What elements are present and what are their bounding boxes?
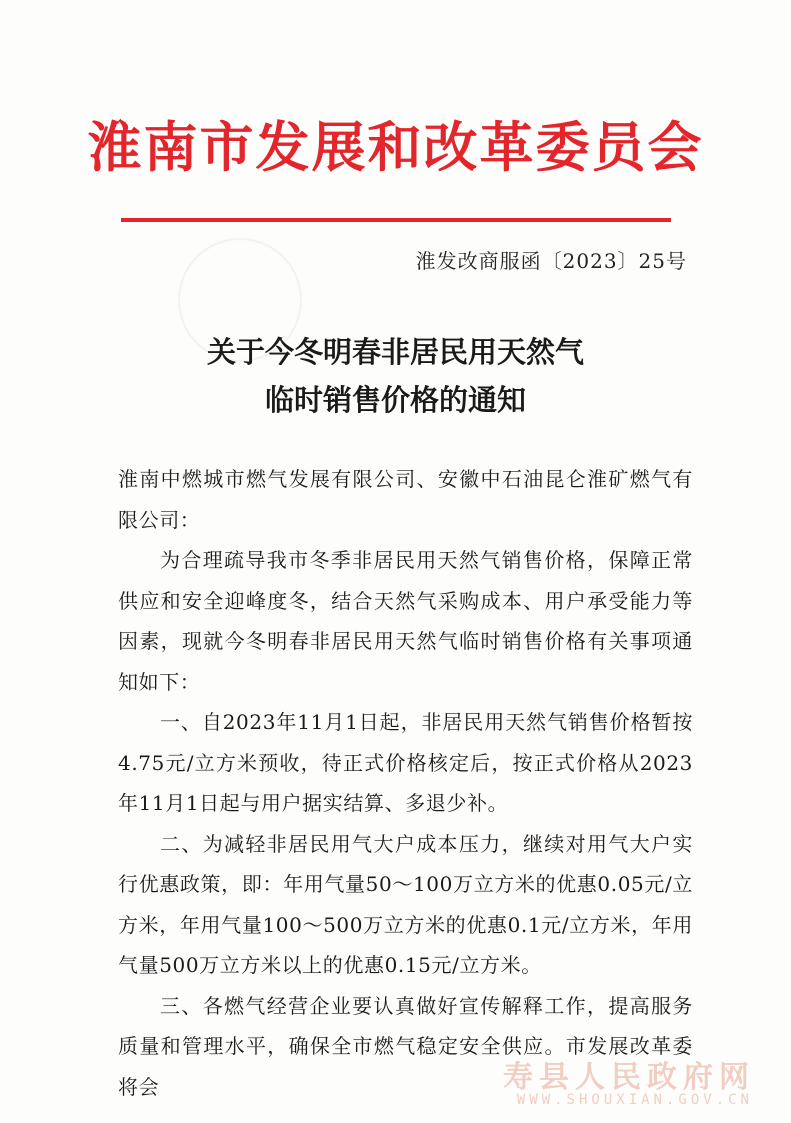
item-3-paragraph: 三、各燃气经营企业要认真做好宣传解释工作，提高服务质量和管理水平，确保全市燃气稳定安全供应。市发展改革委将会: [118, 993, 693, 1099]
title-line-2: 临时销售价格的通知: [264, 383, 526, 417]
document-body: [118, 459, 693, 1107]
document-number: 淮发改商服函〔2023〕25号: [415, 249, 687, 273]
organization-header: 淮南市发展和改革委员会: [87, 115, 704, 179]
item-2-paragraph: 二、为减轻非居民用气大户成本压力，继续对用气大户实行优惠政策，即：年用气量50～100万立方米的优惠0.05元/立方米，年用气量100～500万立方米的优惠0.1元/立方米，年用气量500万立方米以上的优惠0.15元/立方米。: [118, 831, 693, 977]
watermark-site-url: WWW.SHOUXIAN.GOV.CN: [516, 1092, 753, 1108]
red-separator-line: [121, 218, 671, 222]
recipient-paragraph: 淮南中燃城市燃气发展有限公司、安徽中石油昆仑淮矿燃气有限公司：: [118, 467, 693, 532]
watermark-site-name: 寿县人民政府网: [503, 1060, 755, 1095]
intro-paragraph: 为合理疏导我市冬季非居民用天然气销售价格，保障正常供应和安全迎峰度冬，结合天然气采购成本、用户承受能力等因素，现就今冬明春非居民用天然气临时销售价格有关事项通知如下：: [118, 548, 693, 694]
document-title: [0, 328, 791, 424]
item-1-paragraph: 一、自2023年11月1日起，非居民用天然气销售价格暂按4.75元/立方米预收，待正式价格核定后，按正式价格从2023年11月1日起与用户据实结算、多退少补。: [118, 710, 693, 815]
title-line-1: 关于今冬明春非居民用天然气: [206, 335, 584, 369]
